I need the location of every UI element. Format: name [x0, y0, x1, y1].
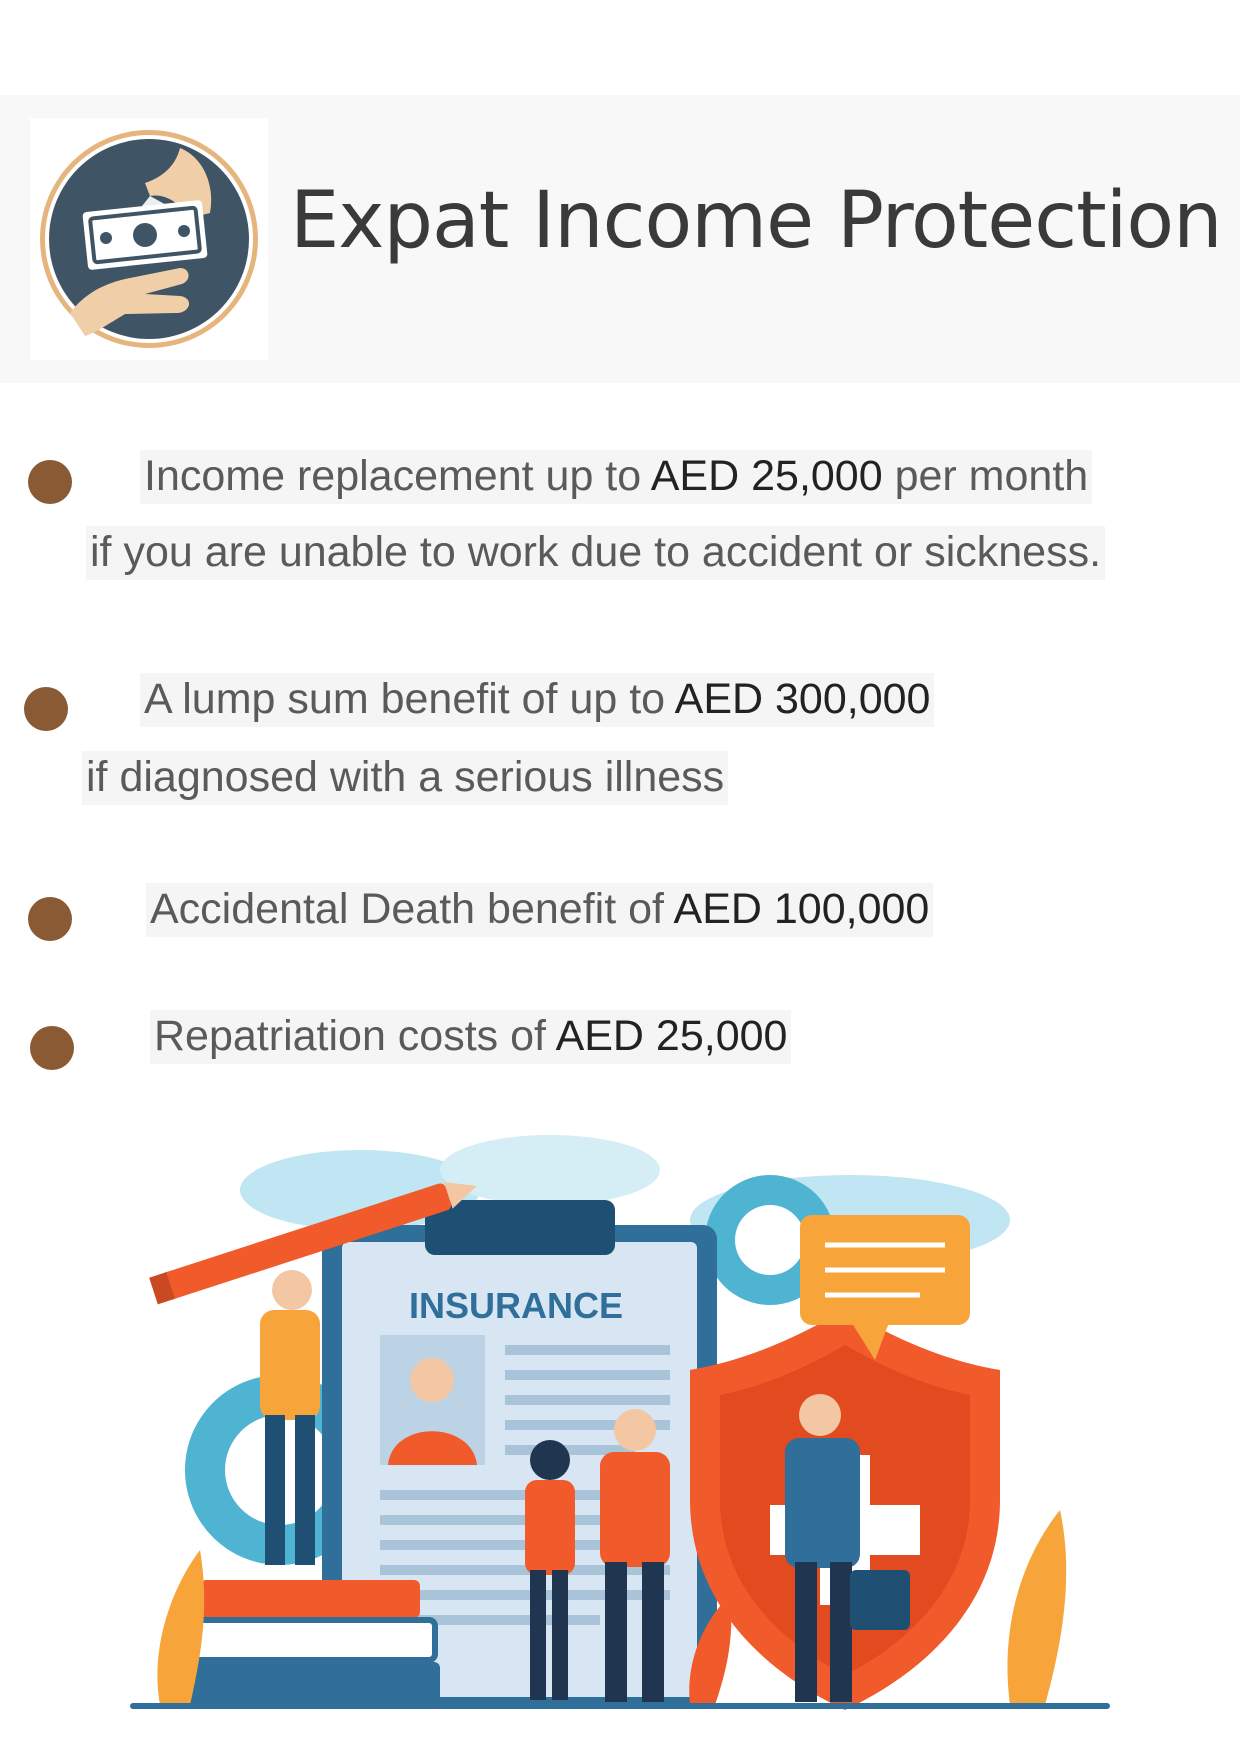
logo — [30, 118, 268, 360]
benefit-line — [146, 883, 933, 937]
clipboard-label: INSURANCE — [408, 1285, 624, 1326]
benefit-line — [150, 1010, 791, 1064]
benefit-line-2: if diagnosed with a serious illness — [82, 751, 728, 805]
benefit-line — [140, 673, 934, 727]
bullet-dot — [24, 687, 68, 731]
benefit-text: A lump sum benefit of up to — [144, 675, 675, 723]
insurance-clipboard-illustration — [130, 1130, 1110, 1740]
benefit-amount: AED 25,000 — [650, 452, 883, 500]
benefit-line — [140, 450, 1092, 504]
bullet-dot — [28, 460, 72, 504]
benefit-text: Income replacement up to — [144, 452, 651, 500]
page-title: Expat Income Protection — [290, 176, 1222, 266]
bullet-dot — [30, 1026, 74, 1070]
benefit-text: Accidental Death benefit of — [150, 885, 674, 933]
benefit-amount: AED 100,000 — [673, 885, 930, 933]
hands-money-icon — [30, 118, 268, 360]
benefit-amount: AED 25,000 — [555, 1012, 788, 1060]
benefit-text: per month — [882, 452, 1089, 500]
benefit-text: Repatriation costs of — [154, 1012, 556, 1060]
bullet-dot — [28, 897, 72, 941]
benefit-amount: AED 300,000 — [674, 675, 931, 723]
benefit-line-2: if you are unable to work due to accident or sickness. — [86, 526, 1105, 580]
